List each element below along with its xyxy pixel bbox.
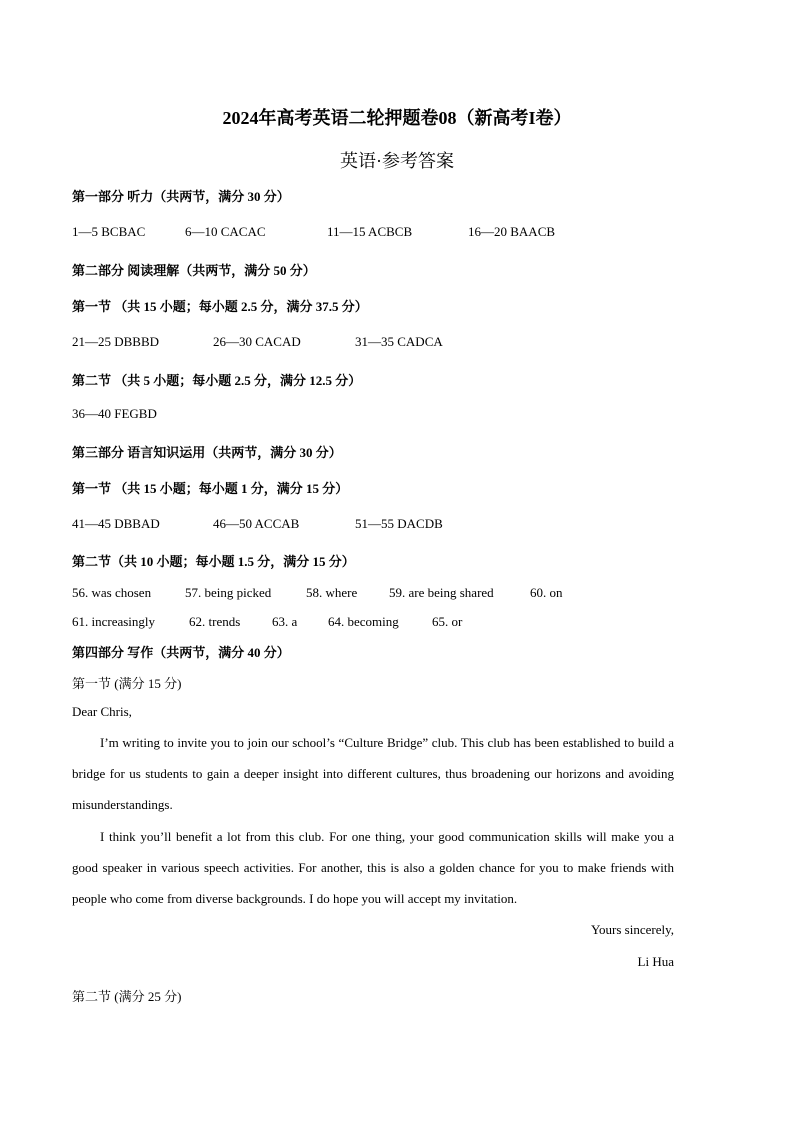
part3-section2-heading: 第二节（共 10 小题；每小题 1.5 分，满分 15 分）: [72, 554, 355, 569]
answer-group: 36—40 FEGBD: [72, 406, 157, 421]
answer-group: 51—55 DACDB: [355, 516, 443, 531]
part4-section1-heading: 第一节 (满分 15 分): [72, 676, 182, 691]
letter-signature: Li Hua: [637, 954, 674, 969]
part2-section2-heading: 第二节 （共 5 小题；每小题 2.5 分，满分 12.5 分）: [72, 373, 362, 388]
part4-heading: 第四部分 写作（共两节，满分 40 分）: [72, 645, 290, 660]
answer-group: 46—50 ACCAB: [213, 516, 300, 531]
answer-item: 61. increasingly: [72, 614, 156, 629]
page-title: 2024年高考英语二轮押题卷08（新高考I卷）: [222, 108, 572, 128]
part3-section1-heading: 第一节 （共 15 小题；每小题 1 分，满分 15 分）: [72, 481, 349, 496]
letter-paragraph-1: I’m writing to invite you to join our school’s “Culture Bridge” club. This club has been established to build a bridge for us students to gain a deeper insight into different cultures, thus broadening our horizons and avoiding misunderstandings.: [72, 735, 674, 812]
answer-group: 41—45 DBBAD: [72, 516, 160, 531]
answer-group: 16—20 BAACB: [468, 224, 556, 239]
answer-group: 21—25 DBBBD: [72, 334, 160, 349]
answer-item: 60. on: [530, 585, 563, 600]
letter-paragraph-2: I think you’ll benefit a lot from this club. For one thing, your good communication skills will make you a good speaker in various speech activities. For another, this is also a golden chance for you to make friends with people who come from diverse backgrounds. I do hope you will accept my invitation.: [72, 829, 674, 906]
answer-item: 62. trends: [189, 614, 241, 629]
answer-group: 31—35 CADCA: [355, 334, 443, 349]
part2-heading: 第二部分 阅读理解（共两节，满分 50 分）: [72, 263, 316, 278]
answer-item: 57. being picked: [185, 585, 272, 600]
part4-section2-heading: 第二节 (满分 25 分): [72, 989, 182, 1004]
answer-item: 64. becoming: [328, 614, 399, 629]
part1-heading: 第一部分 听力（共两节，满分 30 分）: [72, 189, 290, 204]
page-subtitle: 英语·参考答案: [340, 151, 454, 171]
part2-section1-heading: 第一节 （共 15 小题；每小题 2.5 分，满分 37.5 分）: [72, 299, 368, 314]
answer-group: 1—5 BCBAC: [72, 224, 146, 239]
answer-group: 6—10 CACAC: [185, 224, 266, 239]
answer-item: 63. a: [272, 614, 298, 629]
letter-salutation: Dear Chris,: [72, 704, 132, 719]
answer-item: 58. where: [306, 585, 358, 600]
answer-group: 11—15 ACBCB: [327, 224, 413, 239]
answer-item: 59. are being shared: [389, 585, 494, 600]
part3-heading: 第三部分 语言知识运用（共两节，满分 30 分）: [72, 445, 342, 460]
answer-group: 26—30 CACAD: [213, 334, 301, 349]
answer-item: 65. or: [432, 614, 463, 629]
letter-closing: Yours sincerely,: [590, 922, 674, 937]
answer-item: 56. was chosen: [72, 585, 152, 600]
